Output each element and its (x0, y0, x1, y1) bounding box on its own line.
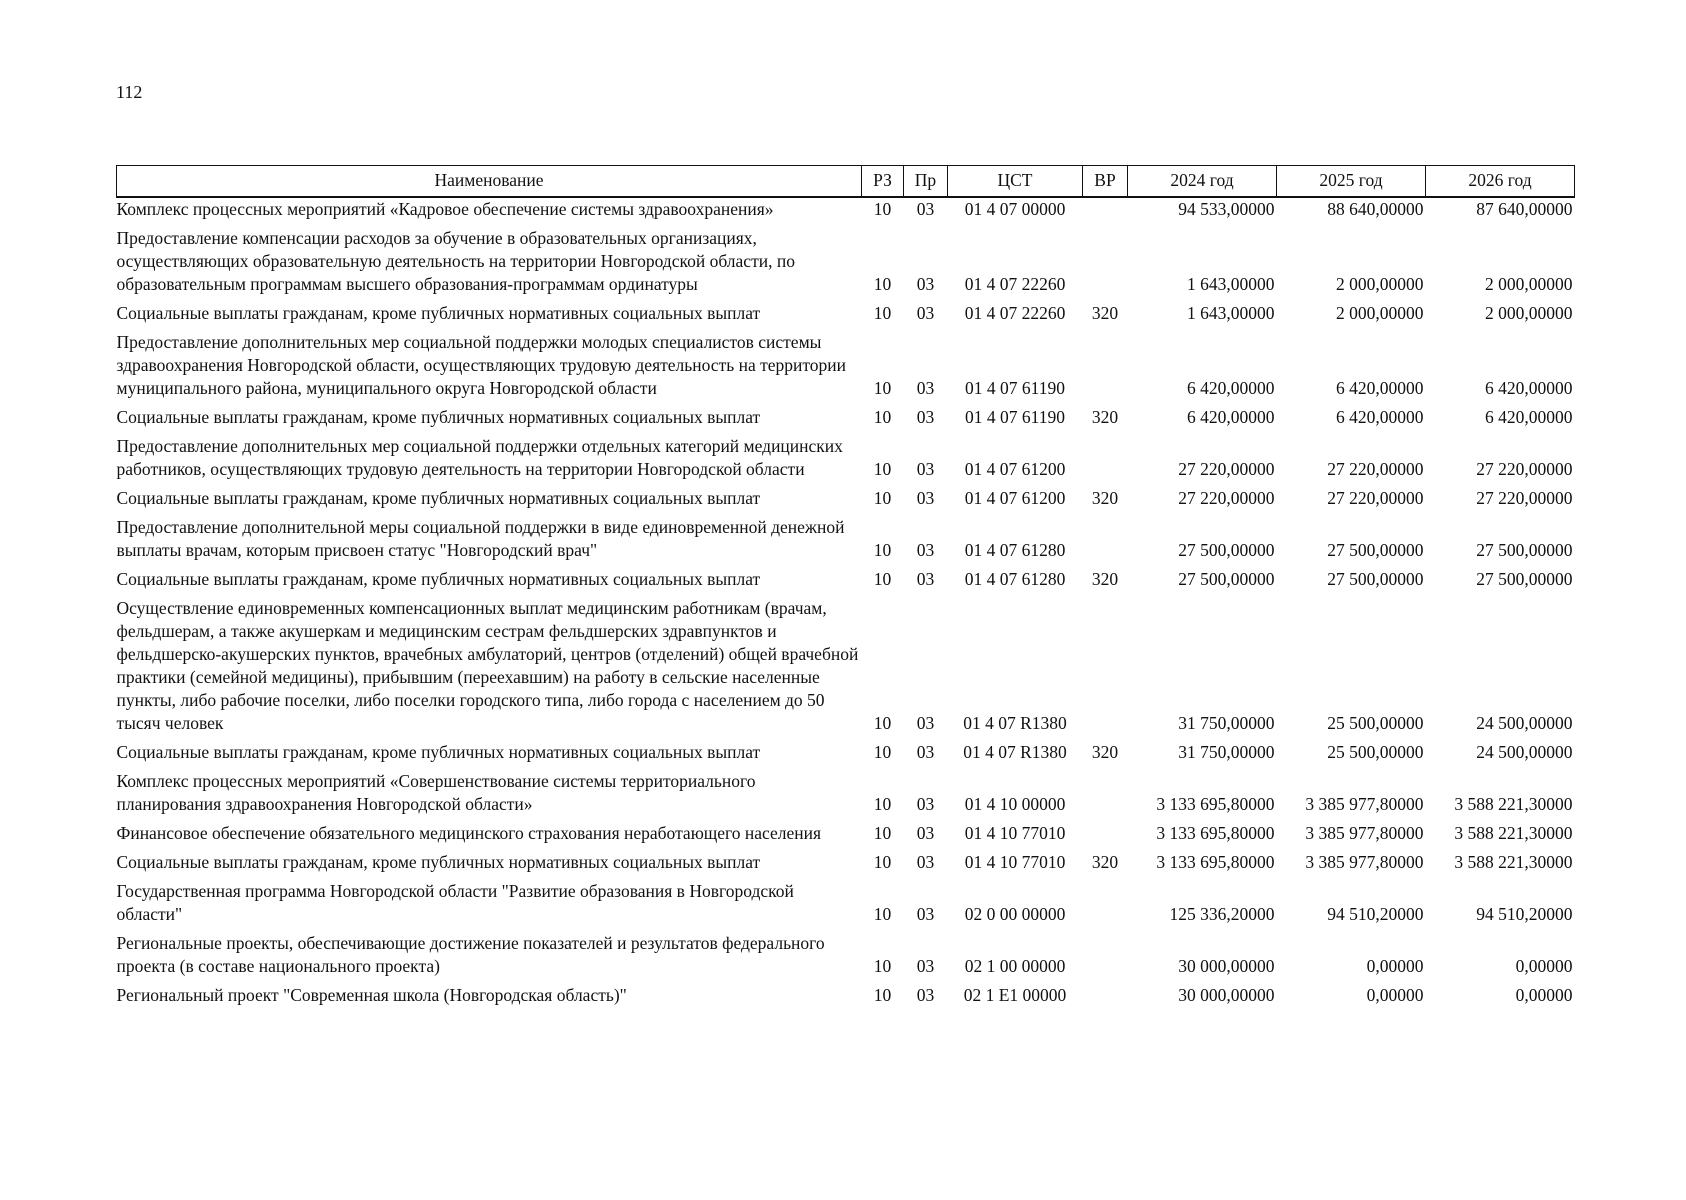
row-value-2026: 27 500,00000 (1476, 569, 1573, 589)
row-value-2026: 0,00000 (1515, 985, 1573, 1005)
row-cst: 01 4 07 R1380 (963, 742, 1067, 762)
row-name: Региональный проект "Современная школа (Новгородская область)" (116, 985, 627, 1005)
row-value-2024: 30 000,00000 (1178, 956, 1275, 976)
row-rz: 10 (873, 985, 892, 1005)
row-value-2024: 6 420,00000 (1187, 378, 1275, 398)
row-value-2026: 27 220,00000 (1476, 459, 1573, 479)
table-row (117, 766, 1575, 818)
row-cst: 01 4 07 61280 (964, 540, 1066, 560)
row-cst: 01 4 07 22260 (964, 274, 1066, 294)
row-rz: 10 (873, 823, 892, 843)
row-vr (1083, 876, 1128, 928)
row-pr: 03 (916, 199, 935, 219)
row-pr: 03 (916, 274, 935, 294)
row-name: Предоставление дополнительных мер социальной поддержки молодых специалистов системы здравоохранения Новгородской области, осуществляющих трудовую деятельность на территории муниципального района, муниципального округа Новгородской области (116, 332, 847, 398)
row-value-2025: 2 000,00000 (1336, 274, 1424, 294)
row-name: Социальные выплаты гражданам, кроме публичных нормативных социальных выплат (116, 852, 761, 872)
row-value-2026: 94 510,20000 (1476, 904, 1573, 924)
row-value-2024: 31 750,00000 (1178, 713, 1275, 733)
row-name: Социальные выплаты гражданам, кроме публичных нормативных социальных выплат (116, 569, 761, 589)
row-vr: 320 (1091, 742, 1119, 762)
row-cst: 01 4 07 61190 (965, 407, 1065, 427)
row-value-2025: 0,00000 (1366, 985, 1424, 1005)
row-cst: 01 4 07 61200 (964, 488, 1066, 508)
table-row (117, 223, 1575, 298)
header-name: Наименование (117, 166, 862, 198)
row-rz: 10 (873, 459, 892, 479)
row-vr (1083, 223, 1128, 298)
row-name: Социальные выплаты гражданам, кроме публичных нормативных социальных выплат (116, 742, 761, 762)
row-value-2025: 2 000,00000 (1336, 303, 1424, 323)
row-cst: 01 4 07 61280 (964, 569, 1066, 589)
row-name: Социальные выплаты гражданам, кроме публичных нормативных социальных выплат (116, 303, 761, 323)
row-pr: 03 (916, 378, 935, 398)
row-value-2025: 3 385 977,80000 (1305, 852, 1424, 872)
row-pr: 03 (916, 713, 935, 733)
table-row (117, 737, 1575, 766)
table-row (117, 327, 1575, 402)
row-value-2024: 27 500,00000 (1178, 569, 1275, 589)
table-row (117, 564, 1575, 593)
row-pr: 03 (916, 794, 935, 814)
row-name: Предоставление компенсации расходов за обучение в образовательных организациях, осуществляющих образовательную деятельность на территории Новгородской области, по образовательным программам высшего образования-программам ординатуры (116, 228, 795, 294)
row-cst: 01 4 10 77010 (964, 852, 1066, 872)
row-rz: 10 (873, 274, 892, 294)
table-row (117, 483, 1575, 512)
row-value-2024: 31 750,00000 (1178, 742, 1275, 762)
row-rz: 10 (873, 378, 892, 398)
row-value-2025: 27 500,00000 (1327, 540, 1424, 560)
table-row (117, 928, 1575, 980)
row-cst: 01 4 07 22260 (964, 303, 1066, 323)
row-value-2026: 24 500,00000 (1476, 742, 1573, 762)
row-value-2026: 6 420,00000 (1485, 378, 1573, 398)
page-number: 112 (116, 82, 143, 102)
row-cst: 02 1 00 00000 (964, 956, 1066, 976)
row-value-2026: 3 588 221,30000 (1454, 852, 1573, 872)
row-value-2025: 25 500,00000 (1327, 713, 1424, 733)
row-pr: 03 (916, 540, 935, 560)
row-value-2026: 27 500,00000 (1476, 540, 1573, 560)
row-value-2026: 3 588 221,30000 (1454, 794, 1573, 814)
row-pr: 03 (916, 569, 935, 589)
row-value-2026: 0,00000 (1515, 956, 1573, 976)
row-pr: 03 (916, 488, 935, 508)
row-cst: 01 4 10 00000 (964, 794, 1066, 814)
table-row (117, 298, 1575, 327)
row-value-2024: 3 133 695,80000 (1156, 794, 1275, 814)
header-2024: 2024 год (1128, 166, 1277, 198)
header-2026: 2026 год (1426, 166, 1575, 198)
row-vr: 320 (1091, 488, 1119, 508)
row-vr (1083, 197, 1128, 223)
row-pr: 03 (916, 459, 935, 479)
row-vr (1083, 512, 1128, 564)
row-cst: 01 4 10 77010 (964, 823, 1066, 843)
row-cst: 01 4 07 R1380 (963, 713, 1067, 733)
row-value-2026: 24 500,00000 (1476, 713, 1573, 733)
table-row (117, 593, 1575, 737)
row-rz: 10 (873, 303, 892, 323)
row-value-2025: 27 500,00000 (1327, 569, 1424, 589)
row-pr: 03 (916, 904, 935, 924)
row-value-2024: 125 336,20000 (1169, 904, 1275, 924)
row-value-2025: 3 385 977,80000 (1305, 823, 1424, 843)
row-vr: 320 (1091, 569, 1119, 589)
row-vr: 320 (1091, 852, 1119, 872)
row-value-2025: 94 510,20000 (1327, 904, 1424, 924)
budget-table-body (117, 197, 1575, 1009)
row-rz: 10 (873, 742, 892, 762)
row-value-2025: 3 385 977,80000 (1305, 794, 1424, 814)
row-vr (1083, 431, 1128, 483)
row-rz: 10 (873, 407, 892, 427)
row-rz: 10 (873, 199, 892, 219)
row-rz: 10 (873, 540, 892, 560)
table-row (117, 512, 1575, 564)
row-vr (1083, 980, 1128, 1009)
row-value-2024: 27 220,00000 (1178, 459, 1275, 479)
row-rz: 10 (873, 852, 892, 872)
row-value-2025: 0,00000 (1366, 956, 1424, 976)
row-pr: 03 (916, 985, 935, 1005)
row-cst: 01 4 07 61200 (964, 459, 1066, 479)
row-name: Региональные проекты, обеспечивающие достижение показателей и результатов федерального проекта (в составе национального проекта) (116, 933, 825, 976)
row-value-2024: 30 000,00000 (1178, 985, 1275, 1005)
row-value-2026: 3 588 221,30000 (1454, 823, 1573, 843)
table-row (117, 402, 1575, 431)
row-name: Осуществление единовременных компенсационных выплат медицинским работникам (врачам, фельдшерам, а также акушеркам и медицинским сестрам фельдшерских здравпунктов и фельдшерско-акушерских пунктов, врачебных амбулаторий, центров (отделений) общей врачебной практики (семейной медицины), прибывшим (переехавшим) на работу в сельские населенные пункты, либо рабочие поселки, либо поселки городского типа, либо города с населением до 50 тысяч человек (116, 598, 859, 733)
row-value-2024: 1 643,00000 (1187, 274, 1275, 294)
row-name: Государственная программа Новгородской области "Развитие образования в Новгородской области" (116, 881, 794, 924)
row-rz: 10 (873, 956, 892, 976)
row-cst: 01 4 07 61190 (965, 378, 1065, 398)
row-vr: 320 (1091, 407, 1119, 427)
table-row (117, 818, 1575, 847)
row-vr (1083, 593, 1128, 737)
row-value-2024: 27 500,00000 (1178, 540, 1275, 560)
row-vr (1083, 818, 1128, 847)
row-value-2025: 25 500,00000 (1327, 742, 1424, 762)
row-vr: 320 (1091, 303, 1119, 323)
row-cst: 01 4 07 00000 (964, 199, 1066, 219)
budget-table (116, 165, 1575, 1009)
row-name: Социальные выплаты гражданам, кроме публичных нормативных социальных выплат (116, 407, 761, 427)
row-name: Социальные выплаты гражданам, кроме публичных нормативных социальных выплат (116, 488, 761, 508)
row-value-2024: 27 220,00000 (1178, 488, 1275, 508)
header-pr: Пр (904, 166, 948, 198)
header-vr: ВР (1083, 166, 1128, 198)
row-value-2024: 1 643,00000 (1187, 303, 1275, 323)
row-name: Комплекс процессных мероприятий «Кадровое обеспечение системы здравоохранения» (116, 199, 774, 219)
row-value-2025: 27 220,00000 (1327, 459, 1424, 479)
row-vr (1083, 327, 1128, 402)
row-value-2026: 27 220,00000 (1476, 488, 1573, 508)
row-value-2024: 94 533,00000 (1178, 199, 1275, 219)
row-vr (1083, 766, 1128, 818)
row-cst: 02 0 00 00000 (964, 904, 1066, 924)
row-name: Предоставление дополнительных мер социальной поддержки отдельных категорий медицинских работников, осуществляющих трудовую деятельность на территории Новгородской области (116, 436, 843, 479)
row-pr: 03 (916, 303, 935, 323)
table-row (117, 876, 1575, 928)
row-rz: 10 (873, 569, 892, 589)
row-value-2024: 3 133 695,80000 (1156, 823, 1275, 843)
row-value-2025: 88 640,00000 (1327, 199, 1424, 219)
row-name: Финансовое обеспечение обязательного медицинского страхования неработающего населения (116, 823, 822, 843)
table-row (117, 431, 1575, 483)
row-rz: 10 (873, 904, 892, 924)
row-value-2024: 6 420,00000 (1187, 407, 1275, 427)
row-value-2024: 3 133 695,80000 (1156, 852, 1275, 872)
row-pr: 03 (916, 956, 935, 976)
row-pr: 03 (916, 852, 935, 872)
row-pr: 03 (916, 407, 935, 427)
table-row (117, 847, 1575, 876)
row-pr: 03 (916, 742, 935, 762)
header-row (117, 166, 1575, 198)
header-cst: ЦСТ (948, 166, 1083, 198)
row-value-2025: 6 420,00000 (1336, 407, 1424, 427)
table-row (117, 980, 1575, 1009)
row-cst: 02 1 E1 00000 (963, 985, 1067, 1005)
row-value-2026: 2 000,00000 (1485, 303, 1573, 323)
row-value-2026: 6 420,00000 (1485, 407, 1573, 427)
row-rz: 10 (873, 488, 892, 508)
row-value-2025: 27 220,00000 (1327, 488, 1424, 508)
row-pr: 03 (916, 823, 935, 843)
table-row (117, 197, 1575, 223)
row-rz: 10 (873, 794, 892, 814)
row-name: Предоставление дополнительной меры социальной поддержки в виде единовременной денежной выплаты врачам, которым присвоен статус "Новгородский врач" (116, 517, 845, 560)
header-2025: 2025 год (1277, 166, 1426, 198)
row-value-2026: 87 640,00000 (1476, 199, 1573, 219)
row-value-2025: 6 420,00000 (1336, 378, 1424, 398)
row-value-2026: 2 000,00000 (1485, 274, 1573, 294)
header-rz: РЗ (862, 166, 904, 198)
row-rz: 10 (873, 713, 892, 733)
row-name: Комплекс процессных мероприятий «Совершенствование системы территориального планирования здравоохранения Новгородской области» (116, 771, 756, 814)
row-vr (1083, 928, 1128, 980)
